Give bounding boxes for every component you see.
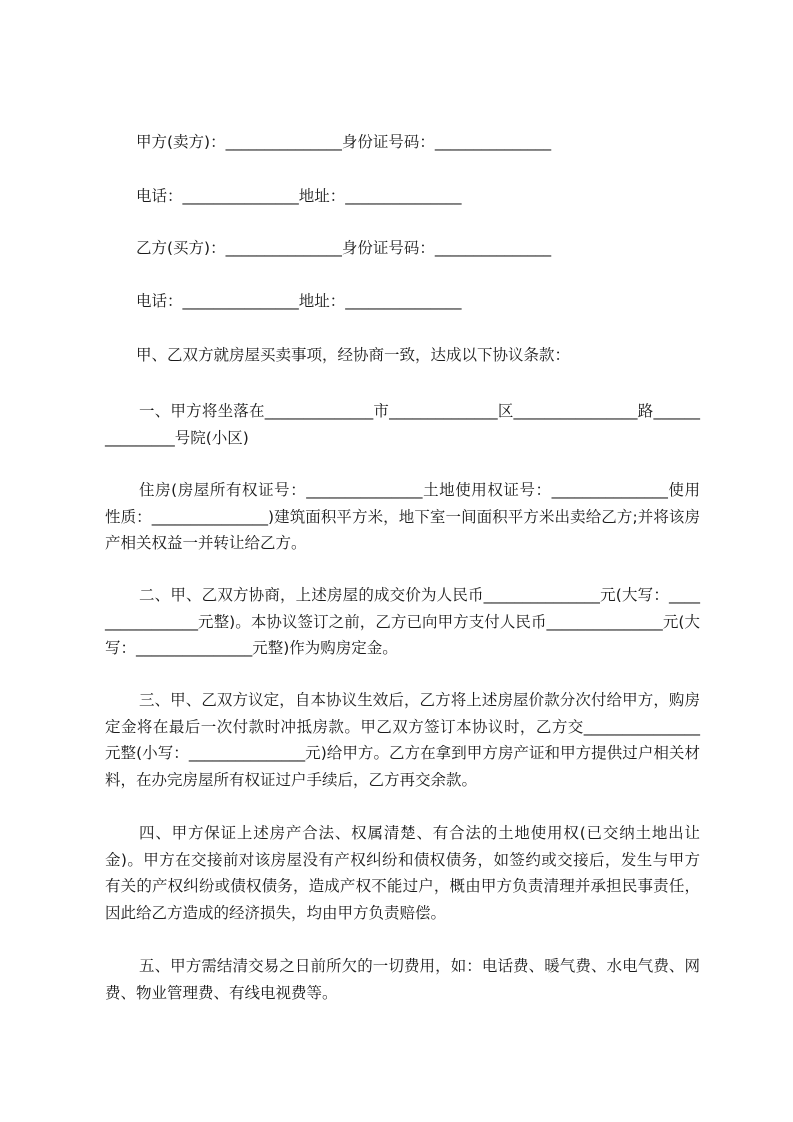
- party-a-seller-line: 甲方(卖方)：_______________身份证号码：_______________: [136, 133, 552, 151]
- party-a-contact-line: 电话：_______________地址：_______________: [136, 187, 462, 205]
- party-b-contact-line: 电话：_______________地址：_______________: [136, 292, 462, 310]
- clause-1-location: 一、甲方将坐落在______________市______________区________________路_______________号院(小区): [105, 402, 700, 447]
- clause-1-property-details: 住房(房屋所有权证号：_______________土地使用权证号：_______________使用性质：_______________)建筑面积平方米，地下室一间面积平方米出卖给乙方;并将该房产相关权益一并转让给乙方。: [105, 481, 700, 552]
- clause-2-price: 二、甲、乙双方协商，上述房屋的成交价为人民币_______________元(大写：________________元整)。本协议签订之前，乙方已向甲方支付人民币_______________元(大写：_______________元整)作为购房定金。: [105, 586, 700, 657]
- clause-4-guarantee: 四、甲方保证上述房产合法、权属清楚、有合法的土地使用权(已交纳土地出让金)。甲方在交接前对该房屋没有产权纠纷和债权债务，如签约或交接后，发生与甲方有关的产权纠纷或债权债务，造成产权不能过户，概由甲方负责清理并承担民事责任，因此给乙方造成的经济损失，均由甲方负责赔偿。: [105, 824, 700, 922]
- clause-5-fees: 五、甲方需结清交易之日前所欠的一切费用，如：电话费、暖气费、水电气费、网费、物业管理费、有线电视费等。: [105, 957, 700, 1002]
- intro-paragraph: 甲、乙双方就房屋买卖事项，经协商一致，达成以下协议条款：: [136, 346, 571, 364]
- clause-3-payment: 三、甲、乙双方议定，自本协议生效后，乙方将上述房屋价款分次付给甲方，购房定金将在最后一次付款时冲抵房款。甲乙双方签订本协议时，乙方交_______________元整(小写：_______________元)给甲方。乙方在拿到甲方房产证和甲方提供过户相关材料，在办完房屋所有权证过户手续后，乙方再交余款。: [105, 691, 700, 789]
- party-b-buyer-line: 乙方(买方)：_______________身份证号码：_______________: [136, 239, 552, 257]
